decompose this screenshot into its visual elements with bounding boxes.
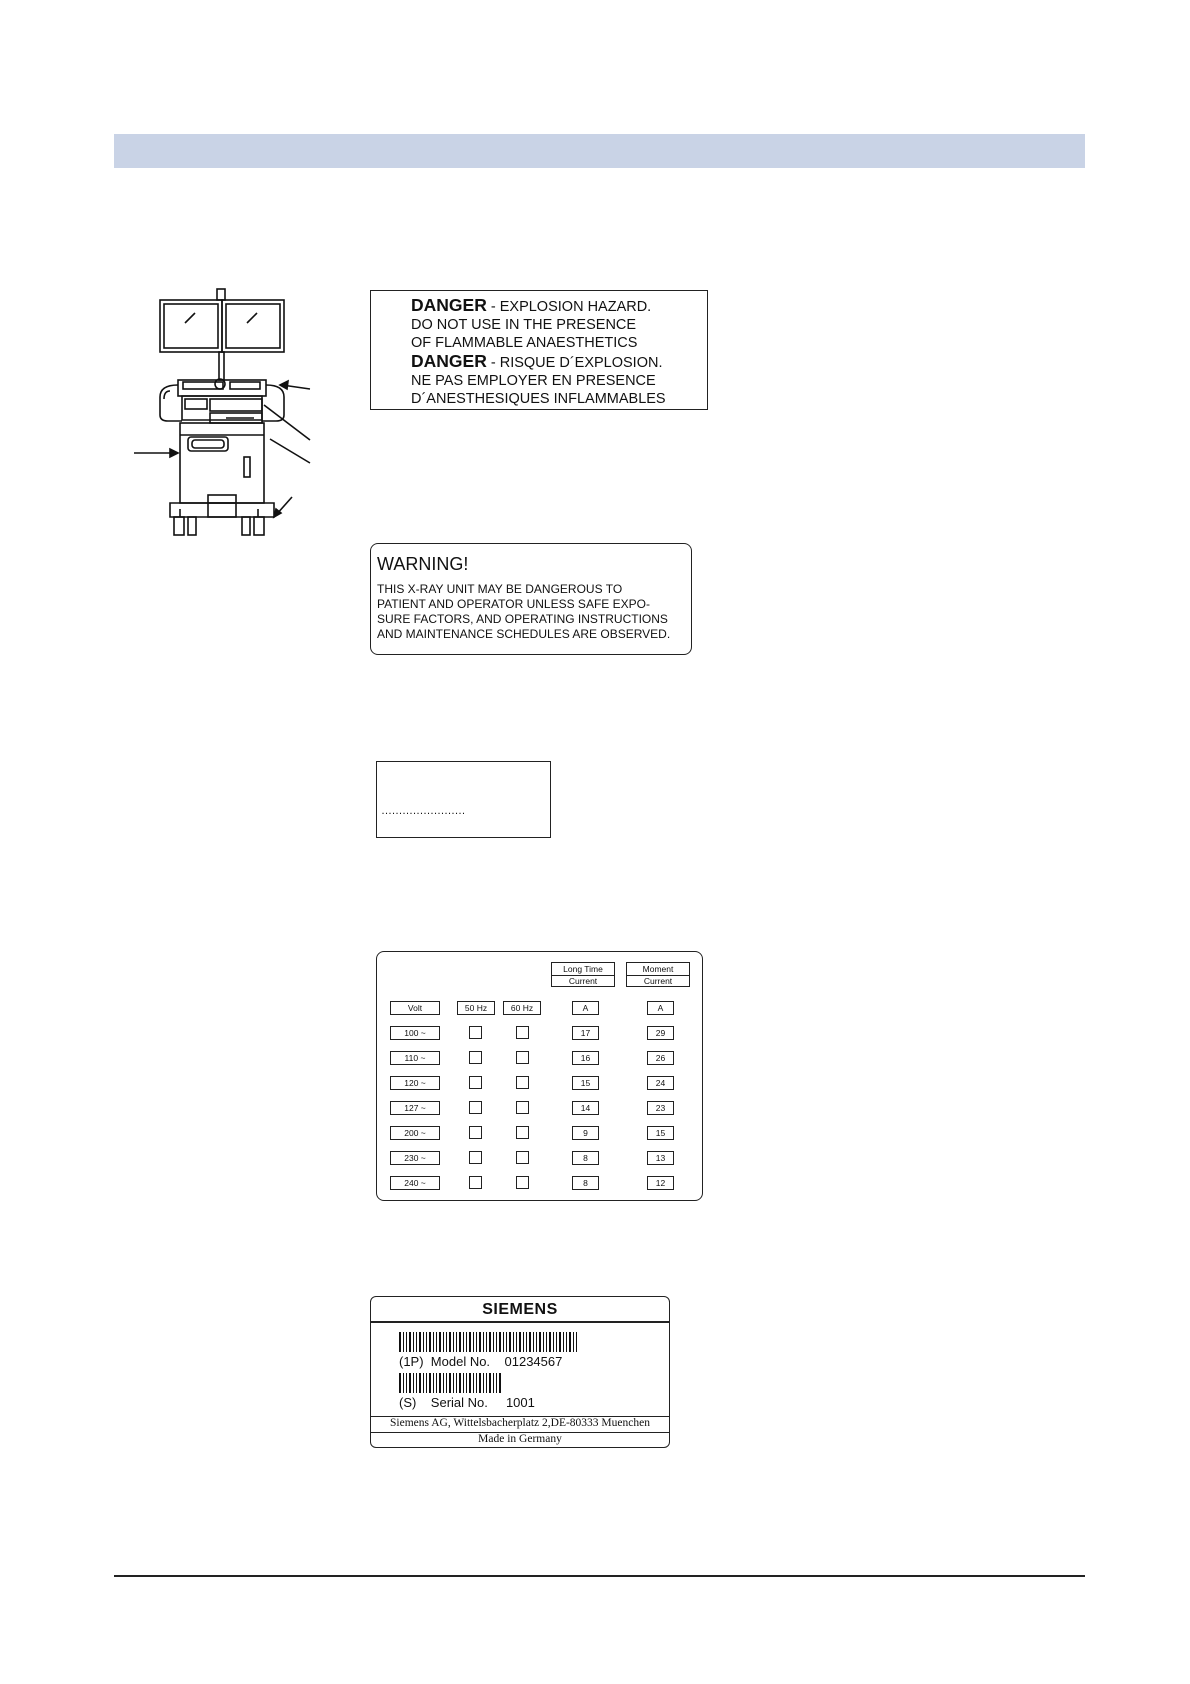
manufacturer-address: Siemens AG, Wittelsbacherplatz 2,DE-80333 Muenchen	[390, 1417, 650, 1429]
serial-prefix: (S)	[399, 1395, 417, 1410]
50hz-checkbox	[469, 1051, 482, 1064]
danger-line: DO NOT USE IN THE PRESENCE	[411, 317, 637, 333]
volt-cell: 100 ~	[390, 1026, 440, 1040]
long-time-cell: 14	[572, 1101, 599, 1115]
moment-cell: 23	[647, 1101, 674, 1115]
danger-line: NE PAS EMPLOYER EN PRESENCE	[411, 373, 656, 389]
moment-current-header: Moment Current	[626, 962, 690, 987]
footer-rule	[114, 1575, 1085, 1577]
60hz-checkbox	[516, 1151, 529, 1164]
50hz-checkbox	[469, 1176, 482, 1189]
danger-line: D´ANESTHESIQUES INFLAMMABLES	[411, 391, 666, 407]
danger-line: DANGER - EXPLOSION HAZARD.	[411, 295, 652, 315]
60hz-checkbox	[516, 1176, 529, 1189]
moment-cell: 26	[647, 1051, 674, 1065]
long-time-unit: A	[572, 1001, 599, 1015]
xray-warning-label	[370, 543, 692, 655]
serial-barcode	[399, 1373, 502, 1393]
long-time-cell: 17	[572, 1026, 599, 1040]
60hz-checkbox	[516, 1051, 529, 1064]
moment-cell: 24	[647, 1076, 674, 1090]
moment-cell: 12	[647, 1176, 674, 1190]
moment-cell: 29	[647, 1026, 674, 1040]
long-time-cell: 9	[572, 1126, 599, 1140]
model-number-line	[399, 1354, 562, 1369]
danger-line: DANGER - RISQUE D´EXPLOSION.	[411, 351, 663, 371]
60hz-checkbox	[516, 1076, 529, 1089]
warning-line: AND MAINTENANCE SCHEDULES ARE OBSERVED.	[377, 627, 671, 641]
country-of-origin: Made in Germany	[478, 1433, 562, 1445]
volt-cell: 200 ~	[390, 1126, 440, 1140]
50hz-checkbox	[469, 1026, 482, 1039]
warning-line: PATIENT AND OPERATOR UNLESS SAFE EXPO-	[377, 597, 650, 611]
volt-cell: 127 ~	[390, 1101, 440, 1115]
warning-title: WARNING!	[377, 554, 469, 574]
60hz-checkbox	[516, 1101, 529, 1114]
60hz-header: 60 Hz	[503, 1001, 541, 1015]
moment-cell: 15	[647, 1126, 674, 1140]
long-time-cell: 8	[572, 1151, 599, 1165]
siemens-logo: SIEMENS	[482, 1301, 558, 1318]
model-value: 01234567	[504, 1354, 563, 1369]
warning-line: SURE FACTORS, AND OPERATING INSTRUCTIONS	[377, 612, 668, 626]
50hz-checkbox	[469, 1151, 482, 1164]
serial-value: 1001	[505, 1395, 535, 1410]
60hz-checkbox	[516, 1026, 529, 1039]
volt-cell: 120 ~	[390, 1076, 440, 1090]
volt-cell: 110 ~	[390, 1051, 440, 1065]
volt-cell: 240 ~	[390, 1176, 440, 1190]
danger-explosion-label	[370, 290, 708, 410]
60hz-checkbox	[516, 1126, 529, 1139]
divider	[371, 1321, 669, 1323]
50hz-header: 50 Hz	[457, 1001, 495, 1015]
warning-line: THIS X-RAY UNIT MAY BE DANGEROUS TO	[377, 582, 623, 596]
volt-header: Volt	[390, 1001, 440, 1015]
long-time-cell: 15	[572, 1076, 599, 1090]
long-time-cell: 16	[572, 1051, 599, 1065]
50hz-checkbox	[469, 1101, 482, 1114]
section-header-bar	[114, 134, 1085, 168]
mobile-cart-illustration	[130, 285, 320, 585]
model-barcode	[399, 1332, 579, 1352]
danger-line: OF FLAMMABLE ANAESTHETICS	[411, 335, 638, 351]
rating-plate-label	[370, 1296, 670, 1448]
50hz-checkbox	[469, 1076, 482, 1089]
serial-number-line	[399, 1395, 535, 1410]
long-time-cell: 8	[572, 1176, 599, 1190]
50hz-checkbox	[469, 1126, 482, 1139]
model-label: Model No.	[430, 1354, 491, 1369]
model-prefix: (1P)	[399, 1354, 424, 1369]
long-time-current-header: Long Time Current	[551, 962, 615, 987]
moment-unit: A	[647, 1001, 674, 1015]
dotted-entry-line: ……………………	[381, 805, 465, 817]
power-rating-label	[376, 951, 703, 1201]
moment-cell: 13	[647, 1151, 674, 1165]
volt-cell: 230 ~	[390, 1151, 440, 1165]
serial-label: Serial No.	[430, 1395, 488, 1410]
blank-entry-label	[376, 761, 551, 838]
